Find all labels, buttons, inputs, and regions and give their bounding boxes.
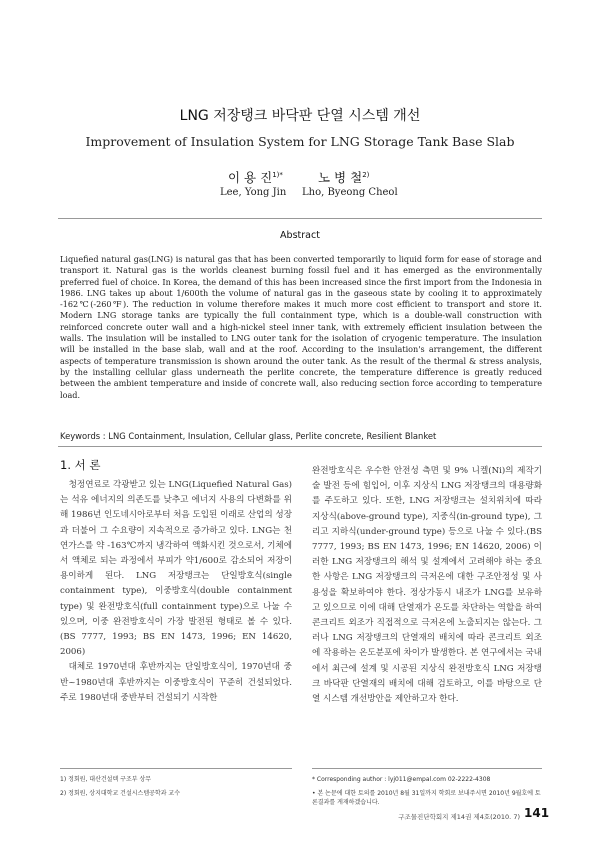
footnote-right-1: * Corresponding author : lyj011@empal.com 02-2222-4308 [312,776,491,783]
author-2-name: 노 병 철$^{2)}$ [318,170,370,185]
keywords-text: LNG Containment, Insulation, Cellular glass, Perlite concrete, Resilient Blanket [108,431,437,441]
body-paragraph: 대체로 1970년대 후반까지는 단일방호식이, 1970년대 중반~1980년대 후반까지는 이중방호식이 꾸준히 건설되었다. 주로 1980년대 중반부터 건설되기 시작한 [60,662,292,703]
author-1-name-en: Lee, Yong Jin [220,187,287,198]
title-korean: LNG 저장탱크 바닥판 단열 시스템 개선 [179,108,421,124]
abstract-text: Liquefied natural gas(LNG) is natural gas that has been converted temporarily to liquid form for ease of storage and transport it. Natural gas is the worlds cleanest burning fossil fuel and it has emerged as the environmentally preferred fuel of choice. In Korea, the demand of this has been increased since the first import from the Indonesia in 1986. LNG takes up about 1/600th the volume of natural gas in the gaseous state by cooling it to approximately -162℃(-260℉). The reduction in volume therefore makes it much more cost efficient to transport and store it. Modern LNG storage tanks are typically the full containment type, which is a double-wall construction with reinforced concrete outer wall and a high-nickel steel inner tank, with extremely efficient insulation between the walls. The insulation will be installed to LNG outer tank for the isolation of cryogenic temperature. The insulation will be installed in the base slab, wall and at the roof. According to the insulation's arrangement, the different aspects of temperature transmission is shown around the outer tank. As the result of the thermal & stress analysis, by the installing cellular glass underneath the perlite concrete, the temperature difference is greatly reduced between the ambient temperature and inside of concrete wall, also reducing section force according to temperature load. [60,254,542,400]
author-1-name: 이 용 진$^{1)*}$ [228,170,283,185]
body-paragraph: 청정연료로 각광받고 있는 LNG(Liquefied Natural Gas)는 석유 에너지의 의존도를 낮추고 에너지 사용의 다변화를 위해 1986년 인도네시아로부터 처음 도입된 이래로 산업의 성장과 더불어 그 수요량이 지속적으로 증가하고 있다. LNG는 천연가스를 약 -163℃까지 냉각하여 액화시킨 것으로서, 기체에서 액체로 되는 과정에서 부피가 약1/600로 감소되어 저장이 용이하게 된다. LNG 저장탱크는 단일방호식(single containment type), 이중방호식(double containment type) 및 완전방호식(full containment type)으로 나눌 수 있으며, 이중 완전방호식이 가장 발전된 형태로 볼 수 있다.(BS 7777, 1993; BS EN 1473, 1996; EN 14620, 2006) [60,480,292,658]
footnote-left-1: 1) 정회원, 대산건설텍 구조부 상무 [60,776,152,783]
section-heading: 1. 서 론 [60,458,101,472]
body-column-left [60,478,292,706]
footnote-rule-left [60,768,292,769]
author-1-mark: 1)* [272,170,283,179]
body-column-right [312,464,542,707]
keywords-label: Keywords [60,431,101,441]
body-paragraph: 완전방호식은 우수한 안전성 측면 및 9% 니켈(Ni)의 제작기술 발전 등에 힘입어, 이후 지상식 LNG 저장탱크의 대용량화를 주도하고 있다. 또한, LNG 저장탱크는 설치위치에 따라 지상식(above-ground type), 지중식(in-ground type), 그리고 지하식(under-ground type) 등으로 나눌 수 있다.(BS 7777, 1993; BS EN 1473, 1996; EN 14620, 2006) 이러한 LNG 저장탱크의 해석 및 설계에서 고려해야 하는 중요한 사항은 LNG 저장탱크의 극저온에 대한 구조안정성 및 사용성을 확보하여야 한다. 정상가동시 내조가 LNG를 보유하고 있으므로 이에 대해 단열재가 온도를 차단하는 역할을 하여 콘크리트 외조가 직접적으로 극저온에 노출되지는 않는다. 그러나 LNG 저장탱크의 단열재의 배치에 따라 콘크리트 외조에 작용하는 온도분포에 차이가 발생한다. 본 연구에서는 국내에서 최근에 설계 및 시공된 지상식 완전방호식 LNG 저장탱크 바닥판 단열재의 배치에 대해 검토하고, 이를 바탕으로 단열 시스템 개선방안을 제안하고자 한다. [312,466,542,705]
page-number: 141 [524,806,550,820]
title-english: Improvement of Insulation System for LNG Storage Tank Base Slab [85,134,515,149]
journal-info: 구조물진단학회지 제14권 제4호(2010. 7) [398,813,520,821]
abstract-top-rule [58,218,542,219]
abstract-bottom-rule [58,446,542,447]
footnote-right-2: • 본 논문에 대한 토의를 2010년 8월 31일까지 학회로 보내주시면 2010년 9월호에 토론결과를 게재하겠습니다. [312,790,541,806]
author-2-name-en: Lho, Byeong Cheol [302,187,398,198]
keywords: Keywords : LNG Containment, Insulation, Cellular glass, Perlite concrete, Resilient Blanket [60,431,437,441]
author-2-mark: 2) [362,170,370,179]
footnote-left-2: 2) 정회원, 상지대학교 건설시스템공학과 교수 [60,790,181,797]
abstract-heading: Abstract [280,230,320,241]
footnote-rule-right [312,768,542,769]
